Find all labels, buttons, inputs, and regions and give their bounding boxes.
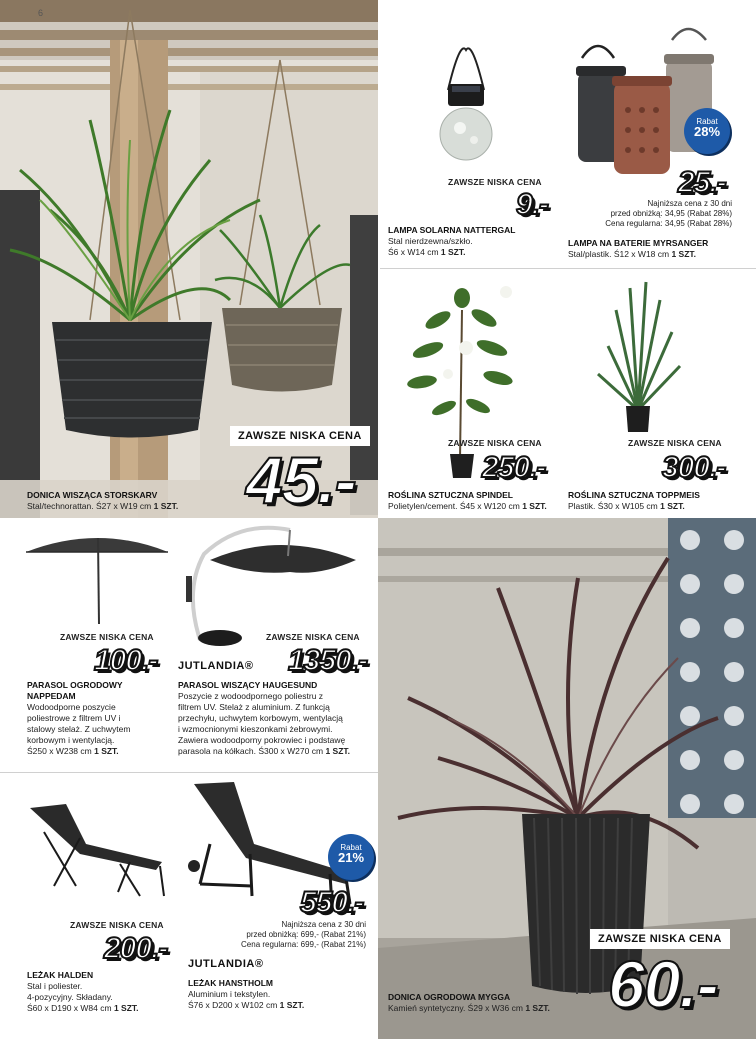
toppmeis-price: 300.- xyxy=(662,451,726,484)
nattergal-desc-line2: Ś6 x W14 cm 1 SZT. xyxy=(388,247,466,257)
haugesund-brand: JUTLANDIA® xyxy=(178,660,254,672)
toppmeis-info xyxy=(568,490,754,512)
nappedam-price: 100.- xyxy=(94,644,158,677)
toppmeis-desc: Plastik. Ś30 x W105 cm 1 SZT. xyxy=(568,501,685,511)
storskarv-price: 45.- xyxy=(246,443,356,517)
haugesund-price: 1350.- xyxy=(288,644,368,677)
hanstholm-card[interactable] xyxy=(180,774,378,1039)
nattergal-name: LAMPA SOLARNA NATTERGAL xyxy=(388,225,516,235)
myrsanger-lowest-price: Najniższa cena z 30 dni przed obniżką: 34,95 (Rabat 28%) Cena regularna: 34,95 (Rabat 28%) xyxy=(605,199,732,228)
spindel-card[interactable] xyxy=(378,270,568,518)
haugesund-desc-line: filtrem UV. Stelaż z aluminium. Z funkcją xyxy=(178,702,330,712)
haugesund-tag: ZAWSZE NISKA CENA xyxy=(266,632,360,642)
myrsanger-desc: Stal/plastik. Ś12 x W18 cm 1 SZT. xyxy=(568,249,697,259)
spindel-desc: Polietylen/cement. Ś45 x W120 cm 1 SZT. xyxy=(388,501,547,511)
toppmeis-card[interactable] xyxy=(568,270,756,518)
haugesund-card[interactable] xyxy=(170,520,378,770)
toppmeis-name: ROŚLINA SZTUCZNA TOPPMEIS xyxy=(568,490,700,500)
divider xyxy=(0,772,378,773)
myrsanger-info xyxy=(568,238,754,260)
nattergal-info xyxy=(388,225,566,258)
storskarv-name: DONICA WISZĄCA STORSKARV xyxy=(27,490,158,500)
nappedam-card[interactable] xyxy=(0,520,170,770)
halden-photo xyxy=(0,774,180,904)
nappedam-desc-last: Ś250 x W238 cm 1 SZT. xyxy=(27,746,119,756)
nappedam-name-line1: PARASOL OGRODOWY xyxy=(27,680,123,690)
spindel-info xyxy=(388,490,568,512)
mygga-info xyxy=(388,992,608,1014)
hanstholm-price: 550.- xyxy=(300,886,364,919)
hanstholm-desc-last: Ś76 x D200 x W102 cm 1 SZT. xyxy=(188,1000,305,1010)
halden-card[interactable] xyxy=(0,774,180,1039)
storskarv-desc: Stal/technorattan. Ś27 x W19 cm 1 SZT. xyxy=(27,501,179,511)
hanstholm-desc-line: Aluminium i tekstylen. xyxy=(188,989,271,999)
mygga-tag: ZAWSZE NISKA CENA xyxy=(590,929,730,949)
nappedam-desc-line: korbowym i wentylacją. xyxy=(27,735,115,745)
halden-desc-last: Ś60 x D190 x W84 cm 1 SZT. xyxy=(27,1003,139,1013)
haugesund-name: PARASOL WISZĄCY HAUGESUND xyxy=(178,680,318,690)
haugesund-photo xyxy=(170,520,378,650)
haugesund-desc-line: Zawiera wodoodporny pokrowiec i podstawę xyxy=(178,735,346,745)
nattergal-tag: ZAWSZE NISKA CENA xyxy=(448,177,542,187)
myrsanger-name: LAMPA NA BATERIE MYRSANGER xyxy=(568,238,709,248)
page-number: 6 xyxy=(38,8,44,18)
hanstholm-brand: JUTLANDIA® xyxy=(188,958,264,970)
myrsanger-card[interactable] xyxy=(568,0,756,268)
myrsanger-photo xyxy=(568,0,756,175)
spindel-name: ROŚLINA SZTUCZNA SPINDEL xyxy=(388,490,513,500)
hanstholm-lowest-price: Najniższa cena z 30 dni przed obniżką: 699,- (Rabat 21%) Cena regularna: 699,- (Rabat 21%) xyxy=(241,920,366,949)
halden-desc-line: 4-pozycyjny. Składany. xyxy=(27,992,113,1002)
storskarv-info xyxy=(27,490,287,512)
myrsanger-rabat-badge: Rabat 28% xyxy=(684,108,730,154)
haugesund-desc-last: parasola na kółkach. Ś300 x W270 cm 1 SZT. xyxy=(178,746,350,756)
haugesund-desc-line: przechyłu, uchwytem korbowym, wentylacją xyxy=(178,713,343,723)
hanstholm-rabat-badge: Rabat 21% xyxy=(328,834,374,880)
mygga-price: 60.- xyxy=(608,947,718,1021)
spindel-price: 250.- xyxy=(482,451,546,484)
nattergal-price: 9.- xyxy=(516,188,549,221)
nappedam-desc-line: stalowy stelaż. Z uchwytem xyxy=(27,724,131,734)
haugesund-desc-line: Poszycie z wodoodpornego poliestru z xyxy=(178,691,324,701)
toppmeis-tag: ZAWSZE NISKA CENA xyxy=(628,438,722,448)
hanstholm-name: LEŻAK HANSTHOLM xyxy=(188,978,273,988)
nattergal-card[interactable] xyxy=(378,0,568,268)
haugesund-info xyxy=(178,680,378,757)
nappedam-desc-line: Wodoodporne poszycie xyxy=(27,702,116,712)
halden-name: LEŻAK HALDEN xyxy=(27,970,94,980)
nattergal-desc-line1: Stal nierdzewna/szkło. xyxy=(388,236,473,246)
nappedam-tag: ZAWSZE NISKA CENA xyxy=(60,632,154,642)
nattergal-photo xyxy=(378,0,568,170)
mygga-desc: Kamień syntetyczny. Ś29 x W36 cm 1 SZT. xyxy=(388,1003,550,1013)
storskarv-tag: ZAWSZE NISKA CENA xyxy=(230,426,370,446)
toppmeis-photo xyxy=(568,270,756,440)
halden-price: 200.- xyxy=(104,932,168,965)
nappedam-info xyxy=(27,680,167,757)
nappedam-photo xyxy=(0,520,170,630)
divider xyxy=(380,268,756,269)
storskarv-card[interactable] xyxy=(0,0,378,518)
halden-tag: ZAWSZE NISKA CENA xyxy=(70,920,164,930)
halden-desc-line: Stal i poliester. xyxy=(27,981,83,991)
nappedam-desc-line: poliestrowe z filtrem UV i xyxy=(27,713,121,723)
haugesund-desc-line: i wzmocnionymi kieszonkami żebrowymi. xyxy=(178,724,333,734)
halden-info xyxy=(27,970,177,1014)
mygga-card[interactable] xyxy=(378,518,756,1039)
hanstholm-info xyxy=(188,978,378,1011)
myrsanger-price: 25.- xyxy=(678,166,726,199)
mygga-name: DONICA OGRODOWA MYGGA xyxy=(388,992,511,1002)
spindel-tag: ZAWSZE NISKA CENA xyxy=(448,438,542,448)
nappedam-name-line2: NAPPEDAM xyxy=(27,691,76,701)
